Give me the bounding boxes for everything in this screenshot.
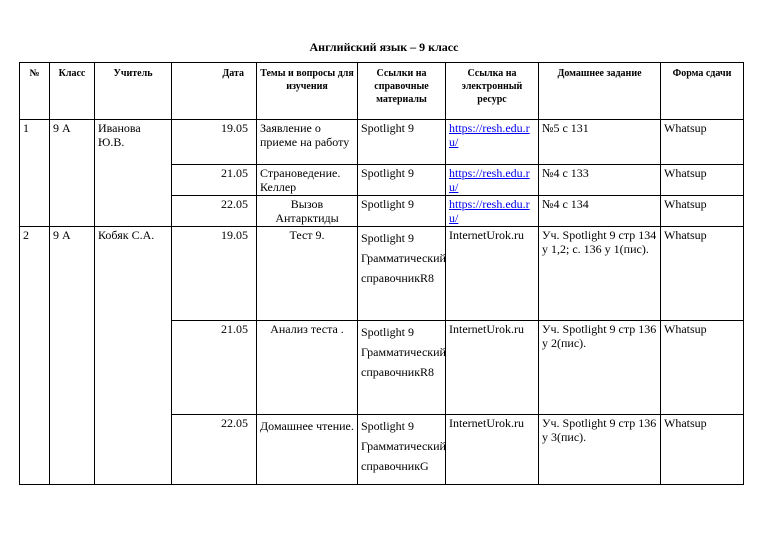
date-cell: 21.05 xyxy=(172,165,257,196)
resource-cell: InternetUrok.ru xyxy=(446,321,539,415)
class-cell: 9 А xyxy=(50,120,95,227)
homework-cell: Уч. Spotlight 9 стр 136 у 3(пис). xyxy=(539,415,661,485)
topic-cell: Тест 9. xyxy=(257,227,358,321)
resource-link[interactable]: https://resh.edu.ru/ xyxy=(449,121,530,149)
topic-cell: Заявление о приеме на работу xyxy=(257,120,358,165)
date-cell: 22.05 xyxy=(172,196,257,227)
reference-cell: Spotlight 9 xyxy=(358,196,446,227)
class-cell: 9 А xyxy=(50,227,95,485)
submission-cell: Whatsup xyxy=(661,120,744,165)
topic-cell: Анализ теста . xyxy=(257,321,358,415)
date-cell: 19.05 xyxy=(172,227,257,321)
document-title: Английский язык – 9 класс xyxy=(309,40,459,54)
resource-cell xyxy=(446,196,539,227)
resource-cell xyxy=(446,120,539,165)
header-submission: Форма сдачи xyxy=(661,63,744,120)
schedule-table xyxy=(19,62,744,485)
header-references: Ссылки на справочные материалы xyxy=(358,63,446,120)
header-teacher: Учитель xyxy=(95,63,172,120)
teacher-cell: Иванова Ю.В. xyxy=(95,120,172,227)
homework-cell: Уч. Spotlight 9 стр 134 у 1,2; с. 136 у 1(пис). xyxy=(539,227,661,321)
table-row xyxy=(20,227,744,321)
date-cell: 21.05 xyxy=(172,321,257,415)
reference-cell: Spotlight 9 Грамматический справочникG xyxy=(358,415,446,485)
header-number: № xyxy=(20,63,50,120)
resource-cell: InternetUrok.ru xyxy=(446,227,539,321)
resource-link[interactable]: https://resh.edu.ru/ xyxy=(449,197,530,225)
reference-cell: Spotlight 9 xyxy=(358,120,446,165)
reference-cell: Spotlight 9 xyxy=(358,165,446,196)
teacher-cell: Кобяк С.А. xyxy=(95,227,172,485)
header-row xyxy=(20,63,744,120)
homework-cell: Уч. Spotlight 9 стр 136 у 2(пис). xyxy=(539,321,661,415)
date-cell: 22.05 xyxy=(172,415,257,485)
row-number: 1 xyxy=(20,120,50,227)
resource-cell: InternetUrok.ru xyxy=(446,415,539,485)
topic-cell: Вызов Антарктиды xyxy=(257,196,358,227)
row-number: 2 xyxy=(20,227,50,485)
header-homework: Домашнее задание xyxy=(539,63,661,120)
homework-cell: №4 с 133 xyxy=(539,165,661,196)
reference-cell: Spotlight 9 Грамматический справочникR8 xyxy=(358,227,446,321)
resource-link[interactable]: https://resh.edu.ru/ xyxy=(449,166,530,194)
topic-cell: Домашнее чтение. xyxy=(257,415,358,485)
header-e-resource: Ссылка на электронный ресурс xyxy=(446,63,539,120)
submission-cell: Whatsup xyxy=(661,321,744,415)
resource-cell xyxy=(446,165,539,196)
reference-cell: Spotlight 9 Грамматический справочникR8 xyxy=(358,321,446,415)
topic-cell: Страноведение. Келлер xyxy=(257,165,358,196)
table-row xyxy=(20,120,744,165)
submission-cell: Whatsup xyxy=(661,165,744,196)
submission-cell: Whatsup xyxy=(661,227,744,321)
homework-cell: №4 с 134 xyxy=(539,196,661,227)
submission-cell: Whatsup xyxy=(661,415,744,485)
header-date: Дата xyxy=(172,63,257,120)
submission-cell: Whatsup xyxy=(661,196,744,227)
header-topics: Темы и вопросы для изучения xyxy=(257,63,358,120)
header-class: Класс xyxy=(50,63,95,120)
date-cell: 19.05 xyxy=(172,120,257,165)
homework-cell: №5 с 131 xyxy=(539,120,661,165)
